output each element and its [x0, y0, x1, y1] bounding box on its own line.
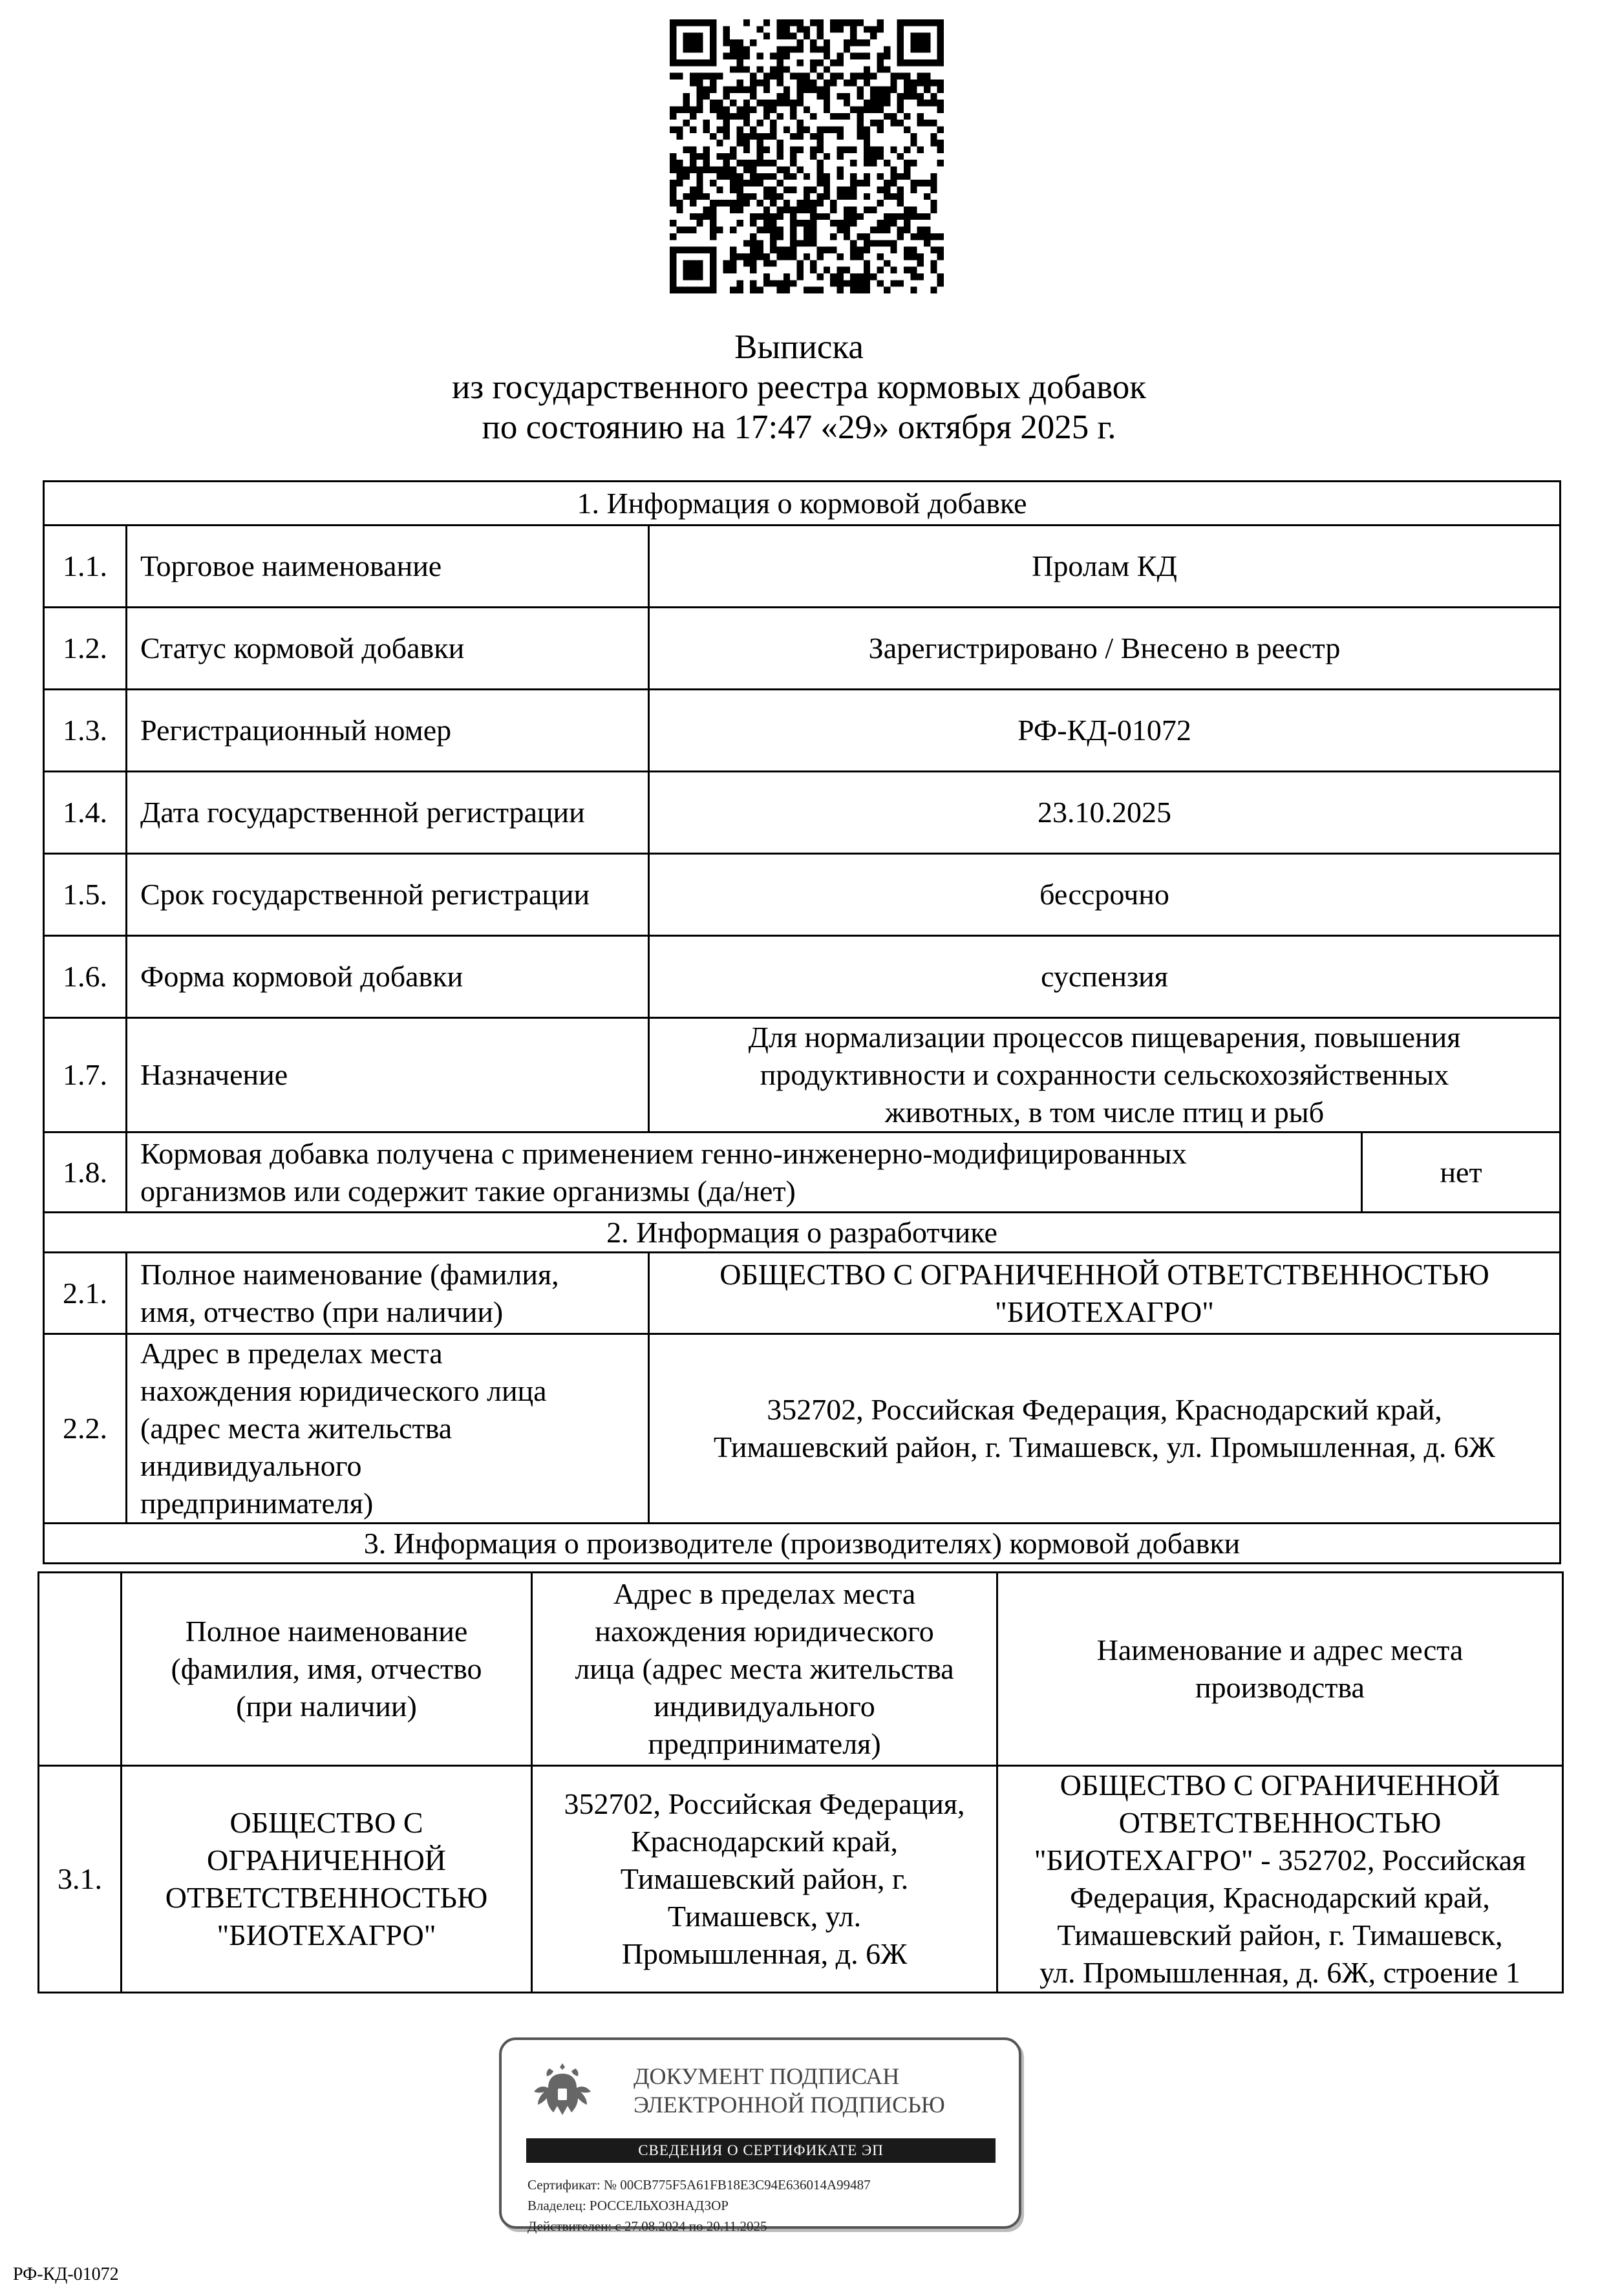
developer-address-value [649, 1334, 1561, 1524]
purpose-value [649, 1018, 1561, 1132]
producer-name-value [122, 1766, 532, 1993]
stamp-heading-line: ДОКУМЕНТ ПОДПИСАН [634, 2063, 900, 2089]
registry-info-table [43, 480, 1561, 1564]
section-1-title: 1. Информация о кормовой добавке [44, 482, 1561, 526]
row-number: 1.5. [44, 854, 127, 936]
purpose-line: Для нормализации процессов пищеварения, повышения [748, 1021, 1461, 1054]
value-line: ОТВЕТСТВЕННОСТЬЮ [1118, 1806, 1442, 1839]
value-line: Тимашевский район, г. [620, 1862, 909, 1895]
value-line: ул. Промышленная, д. 6Ж, строение 1 [1039, 1956, 1520, 1989]
table-row [44, 1132, 1561, 1213]
row-label [127, 1334, 649, 1524]
header-line: Наименование и адрес места [1096, 1633, 1464, 1666]
producer-address-value [532, 1766, 997, 1993]
table-row [44, 1253, 1561, 1334]
stamp-heading-line: ЭЛЕКТРОННОЙ ПОДПИСЬЮ [634, 2092, 945, 2118]
value-line: "БИОТЕХАГРО" [217, 1919, 436, 1951]
header-line: индивидуального [654, 1690, 875, 1723]
producers-header-row [39, 1573, 1563, 1766]
coat-of-arms-icon [530, 2059, 595, 2127]
row-number: 1.8. [44, 1132, 127, 1213]
header-line: (при наличии) [236, 1690, 417, 1723]
document-date: по состоянию на 17:47 «29» октября 2025 г. [482, 409, 1116, 446]
section-2-title: 2. Информация о разработчике [44, 1213, 1561, 1253]
gmo-label [127, 1132, 1362, 1213]
row-number: 3.1. [39, 1766, 122, 1993]
document-title: Выписка [734, 328, 864, 366]
row-label: Срок государственной регистрации [127, 854, 649, 936]
value-line: ОТВЕТСТВЕННОСТЬЮ [165, 1881, 488, 1914]
label-line: Адрес в пределах места [140, 1337, 443, 1370]
row-label: Дата государственной регистрации [127, 772, 649, 854]
value-line: ОБЩЕСТВО С ОГРАНИЧЕННОЙ ОТВЕТСТВЕННОСТЬЮ [719, 1257, 1489, 1291]
table-row [44, 772, 1561, 854]
row-label: Назначение [127, 1018, 649, 1132]
label-line: предпринимателя) [140, 1487, 374, 1520]
row-number: 2.2. [44, 1334, 127, 1524]
form-value: суспензия [649, 936, 1561, 1018]
registration-number-value: РФ-КД-01072 [649, 690, 1561, 772]
trade-name-value: Пролам КД [649, 526, 1561, 608]
value-line: Промышленная, д. 6Ж [621, 1937, 908, 1970]
label-line: имя, отчество (при наличии) [140, 1295, 504, 1328]
section-3-title: 3. Информация о производителе (производителях) кормовой добавки [44, 1524, 1561, 1564]
row-number: 1.2. [44, 608, 127, 690]
stamp-heading [634, 2062, 945, 2119]
table-row [44, 1334, 1561, 1524]
value-line: Тимашевск, ул. [667, 1900, 862, 1933]
qr-code [670, 19, 944, 293]
value-line: ОБЩЕСТВО С ОГРАНИЧЕННОЙ [1060, 1769, 1500, 1802]
table-row [39, 1766, 1563, 1993]
header-line: лица (адрес места жительства [575, 1652, 954, 1685]
registration-date-value: 23.10.2025 [649, 772, 1561, 854]
registration-term-value: бессрочно [649, 854, 1561, 936]
row-label: Форма кормовой добавки [127, 936, 649, 1018]
electronic-signature-stamp [499, 2037, 1021, 2234]
table-row [44, 690, 1561, 772]
producers-table [37, 1571, 1564, 1993]
gmo-value: нет [1362, 1132, 1561, 1213]
certificate-info-bar: СВЕДЕНИЯ О СЕРТИФИКАТЕ ЭП [526, 2138, 996, 2163]
certificate-owner: Владелец: РОССЕЛЬХОЗНАДЗОР [527, 2198, 729, 2213]
purpose-line: продуктивности и сохранности сельскохозяйственных [760, 1058, 1449, 1091]
col-header-name [122, 1573, 532, 1766]
header-line: производства [1195, 1671, 1365, 1704]
row-number: 1.1. [44, 526, 127, 608]
value-line: 352702, Российская Федерация, [564, 1787, 965, 1820]
developer-name-value [649, 1253, 1561, 1334]
label-line: индивидуального [140, 1449, 362, 1482]
gmo-label-line: организмов или содержит такие организмы (да/нет) [140, 1174, 796, 1207]
section-2-header [44, 1213, 1561, 1253]
table-row [44, 608, 1561, 690]
header-line: (фамилия, имя, отчество [171, 1652, 482, 1685]
status-value: Зарегистрировано / Внесено в реестр [649, 608, 1561, 690]
table-row [44, 1018, 1561, 1132]
empty-header-cell [39, 1573, 122, 1766]
header-line: предпринимателя) [648, 1727, 881, 1760]
header-line: нахождения юридического [595, 1615, 934, 1648]
row-label: Регистрационный номер [127, 690, 649, 772]
value-line: ОГРАНИЧЕННОЙ [206, 1844, 447, 1876]
purpose-line: животных, в том числе птиц и рыб [884, 1096, 1325, 1129]
certificate-validity: Действителен: с 27.08.2024 по 20.11.2025 [527, 2218, 767, 2234]
value-line: "БИОТЕХАГРО" [995, 1295, 1215, 1328]
row-number: 1.6. [44, 936, 127, 1018]
row-label: Торговое наименование [127, 526, 649, 608]
certificate-number: Сертификат: № 00CB775F5A61FB18E3C94E636014A99487 [527, 2177, 871, 2193]
gmo-label-line: Кормовая добавка получена с применением генно-инженерно-модифицированных [140, 1136, 1187, 1170]
table-row [44, 526, 1561, 608]
footer-registration-code: РФ-КД-01072 [13, 2264, 119, 2284]
row-number: 1.3. [44, 690, 127, 772]
table-row [44, 936, 1561, 1018]
section-3-header [44, 1524, 1561, 1564]
document-subtitle: из государственного реестра кормовых добавок [451, 368, 1147, 406]
row-number: 2.1. [44, 1253, 127, 1334]
value-line: Краснодарский край, [630, 1825, 898, 1858]
label-line: нахождения юридического лица [140, 1374, 547, 1407]
row-number: 1.4. [44, 772, 127, 854]
row-number: 1.7. [44, 1018, 127, 1132]
header-line: Адрес в пределах места [613, 1577, 916, 1610]
value-line: 352702, Российская Федерация, Краснодарский край, [767, 1393, 1442, 1426]
col-header-address [532, 1573, 997, 1766]
value-line: Федерация, Краснодарский край, [1070, 1881, 1490, 1914]
value-line: Тимашевский район, г. Тимашевск, [1057, 1919, 1503, 1951]
value-line: Тимашевский район, г. Тимашевск, ул. Промышленная, д. 6Ж [713, 1430, 1496, 1463]
section-1-header [44, 482, 1561, 526]
label-line: Полное наименование (фамилия, [140, 1257, 559, 1291]
value-line: "БИОТЕХАГРО" - 352702, Российская [1034, 1844, 1526, 1876]
table-row [44, 854, 1561, 936]
production-site-value [997, 1766, 1563, 1993]
label-line: (адрес места жительства [140, 1412, 453, 1445]
row-label [127, 1253, 649, 1334]
col-header-production-site [997, 1573, 1563, 1766]
value-line: ОБЩЕСТВО С [229, 1806, 423, 1839]
header-line: Полное наименование [185, 1615, 468, 1648]
row-label: Статус кормовой добавки [127, 608, 649, 690]
